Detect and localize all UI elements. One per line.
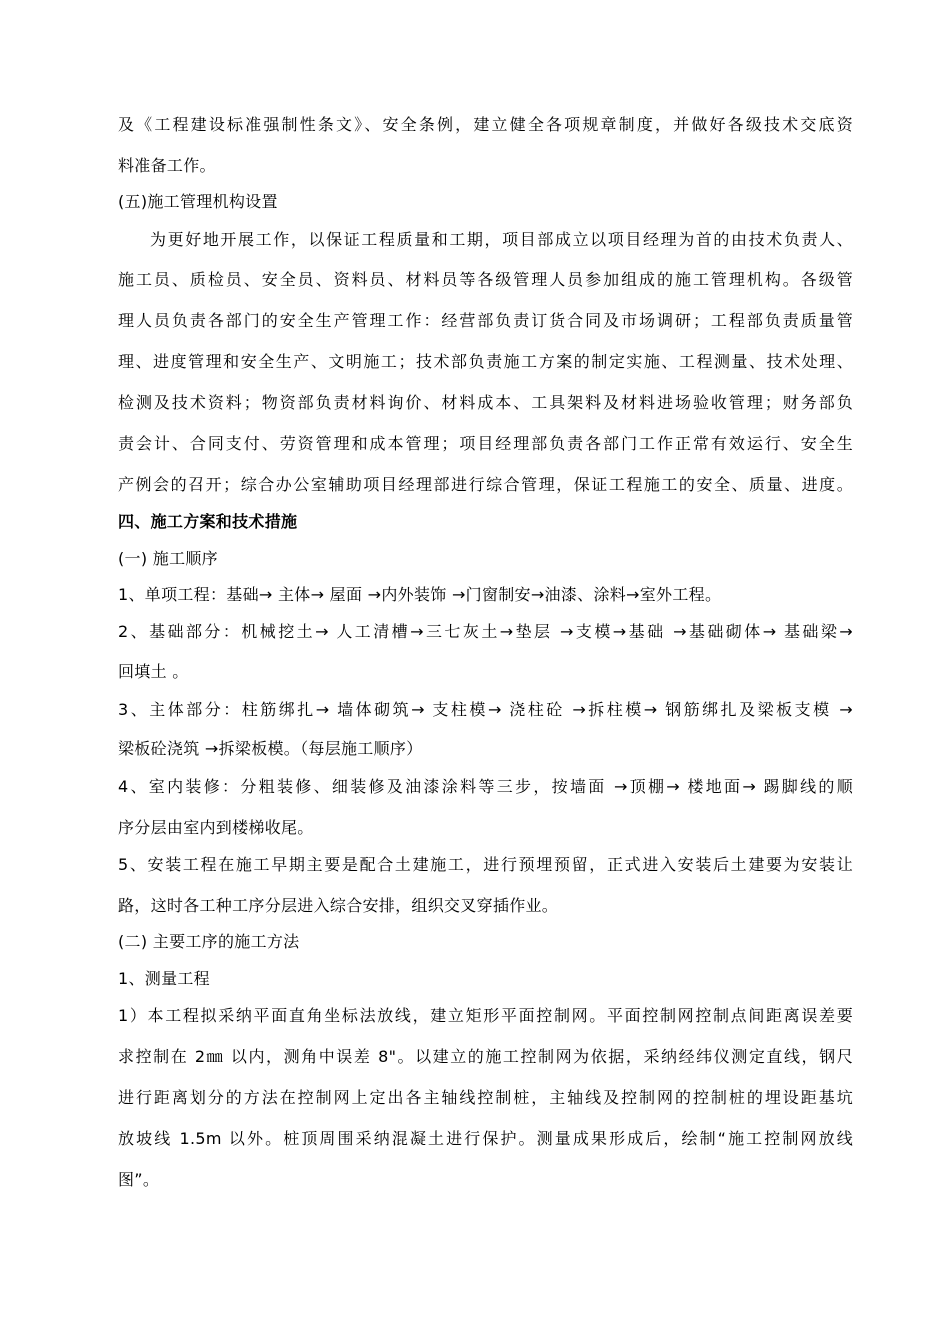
- paragraph-line: 施工员、质检员、安全员、资料员、材料员等各级管理人员参加组成的施工管理机构。各级管: [118, 270, 853, 289]
- paragraph-line: 求控制在 2㎜ 以内，测角中误差 8"。以建立的施工控制网为依据，采纳经纬仪测定直线，钢尺: [118, 1047, 853, 1066]
- paragraph-line: 产例会的召开；综合办公室辅助项目经理部进行综合管理，保证工程施工的安全、质量、进度。: [118, 475, 853, 494]
- section-heading: (五)施工管理机构设置: [118, 192, 278, 211]
- paragraph-line: 责会计、合同支付、劳资管理和成本管理；项目经理部负责各部门工作正常有效运行、安全生: [118, 434, 853, 453]
- paragraph-line: 检测及技术资料；物资部负责材料询价、材料成本、工具架料及材料进场验收管理；财务部负: [118, 393, 853, 412]
- paragraph-line: 回填土 。: [118, 662, 189, 681]
- paragraph-line: 理人员负责各部门的安全生产管理工作：经营部负责订货合同及市场调研；工程部负责质量管: [118, 311, 853, 330]
- chapter-heading: 四、施工方案和技术措施: [118, 512, 298, 531]
- paragraph-line: 路，这时各工种工序分层进入综合安排，组织交叉穿插作业。: [118, 896, 559, 915]
- paragraph-line: 2、基础部分：机械挖土→ 人工清槽→三七灰土→垫层 →支模→基础 →基础砌体→ 基础梁→: [118, 622, 853, 641]
- paragraph-line: 为更好地开展工作，以保证工程质量和工期，项目部成立以项目经理为首的由技术负责人、: [150, 230, 853, 249]
- paragraph-line: 理、进度管理和安全生产、文明施工；技术部负责施工方案的制定实施、工程测量、技术处理、: [118, 352, 853, 371]
- paragraph-line: 4、室内装修：分粗装修、细装修及油漆涂料等三步，按墙面 →顶棚→ 楼地面→ 踢脚线的顺: [118, 777, 853, 796]
- paragraph-line: 料准备工作。: [118, 156, 216, 175]
- section-heading: (二) 主要工序的施工方法: [118, 932, 300, 951]
- paragraph-line: 梁板砼浇筑 →拆梁板模。（每层施工顺序）: [118, 739, 423, 758]
- subsection-heading: 1、测量工程: [118, 969, 210, 988]
- section-heading: (一) 施工顺序: [118, 549, 218, 568]
- paragraph-line: 放坡线 1.5m 以外。桩顶周围采纳混凝土进行保护。测量成果形成后，绘制“施工控制网放线: [118, 1129, 853, 1148]
- paragraph-line: 及《工程建设标准强制性条文》、安全条例，建立健全各项规章制度，并做好各级技术交底资: [118, 115, 853, 134]
- paragraph-line: 3、主体部分：柱筋绑扎→ 墙体砌筑→ 支柱模→ 浇柱砼 →拆柱模→ 钢筋绑扎及梁板支模 →: [118, 700, 853, 719]
- paragraph-line: 图”。: [118, 1170, 160, 1189]
- paragraph-line: 1、单项工程：基础→ 主体→ 屋面 →内外装饰 →门窗制安→油漆、涂料→室外工程。: [118, 585, 722, 604]
- paragraph-line: 1）本工程拟采纳平面直角坐标法放线，建立矩形平面控制网。平面控制网控制点间距离误差要: [118, 1006, 853, 1025]
- paragraph-line: 5、安装工程在施工早期主要是配合土建施工，进行预埋预留，正式进入安装后土建要为安装让: [118, 855, 853, 874]
- paragraph-line: 进行距离划分的方法在控制网上定出各主轴线控制桩，主轴线及控制网的控制桩的埋设距基坑: [118, 1088, 853, 1107]
- paragraph-line: 序分层由室内到楼梯收尾。: [118, 818, 314, 837]
